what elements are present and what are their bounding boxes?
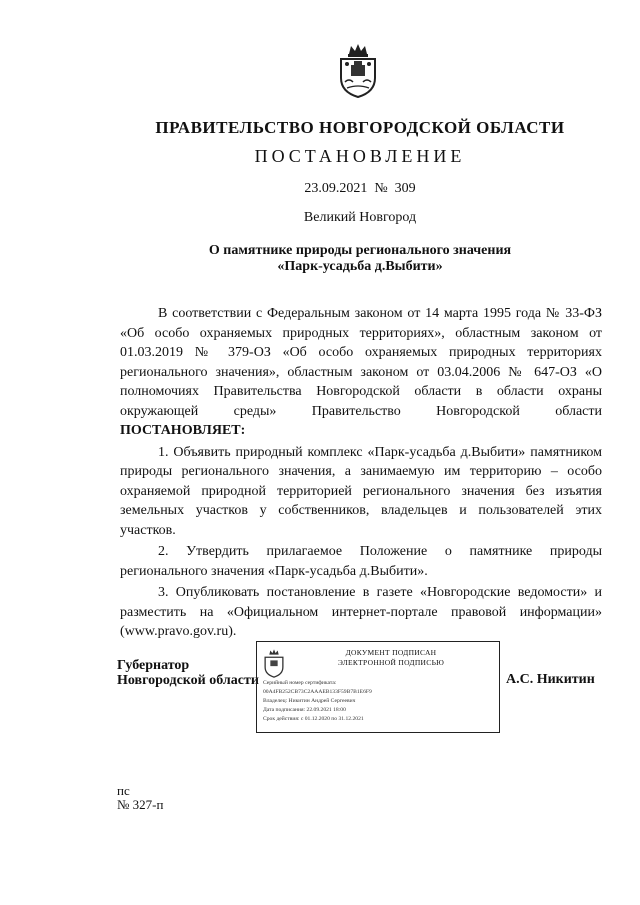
position-line-2: Новгородской области (117, 673, 259, 688)
cert-number: 00A4FB252CB73C2AAAEB133F59B7B1E6F9 (263, 689, 372, 695)
document-date: 23.09.2021 (304, 181, 368, 196)
cert-owner: Владелец: Никитин Андрей Сергеевич (263, 698, 356, 704)
item-1: 1. Объявить природный комплекс «Парк-усадьба д.Выбити» памятником природы регионального значения, а занимаемую им территорию – особо охраняемой природной территорией регионального значения без изъятия земельных участков у собственников, владельцев и пользователей этих участков. (120, 444, 602, 538)
item-2: 2. Утвердить прилагаемое Положение о памятнике природы регионального значения «Парк-усадьба д.Выбити». (120, 544, 602, 579)
item-3: 3. Опубликовать постановление в газете «Новгородские ведомости» и разместить на «Официальном интернет-портале правовой информации» (www.pravo.gov.ru). (120, 585, 602, 639)
signatory-name: А.С. Никитин (506, 672, 595, 687)
subject-line-1: О памятнике природы регионального значения (208, 243, 512, 258)
cert-validity: Срок действия: с 01.12.2020 по 31.12.2021 (263, 716, 364, 722)
organization-name: ПРАВИТЕЛЬСТВО НОВГОРОДСКОЙ ОБЛАСТИ (155, 118, 565, 137)
position-line-1: Губернатор (117, 658, 190, 673)
organization-title (0, 118, 640, 138)
preamble-text: В соответствии с Федеральным законом от 14 марта 1995 года № 33-ФЗ «Об особо охраняемых природных территориях», областным законом от 01.03.2019 № 379-ОЗ «Об особо охраняемых природных территориях регионального значения», областным законом от 03.04.2006 № 647-ОЗ «О полномочиях Правительства Новгородской области в области охраны окружающей среды» Правительство Новгородской области (120, 306, 602, 419)
date-and-number (0, 181, 640, 197)
number-sign: № (374, 181, 388, 196)
document-body (120, 304, 602, 642)
stamp-title-line-1: ДОКУМЕНТ ПОДПИСАН (345, 648, 437, 657)
stamp-coat-of-arms-icon (262, 648, 286, 678)
footer-initials: пс (117, 783, 130, 798)
footer-reg-number: № 327-п (117, 797, 164, 812)
city-name: Великий Новгород (303, 210, 417, 225)
electronic-signature-stamp (256, 641, 500, 733)
document-number: 309 (394, 181, 416, 196)
footer-info (117, 784, 163, 812)
document-type: ПОСТАНОВЛЕНИЕ (254, 146, 466, 166)
document-subject (0, 243, 640, 275)
signed-date: Дата подписания: 22.09.2021 18:00 (263, 707, 346, 713)
decree-word: ПОСТАНОВЛЯЕТ: (120, 423, 246, 438)
coat-of-arms-icon (335, 42, 381, 98)
signatory-position (117, 658, 259, 688)
stamp-details (263, 679, 495, 724)
cert-label: Серийный номер сертификата: (263, 680, 337, 686)
subject-line-2: «Парк-усадьба д.Выбити» (277, 259, 443, 274)
stamp-title-line-2: ЭЛЕКТРОННОЙ ПОДПИСЬЮ (337, 658, 445, 667)
preamble-paragraph (120, 304, 602, 441)
stamp-title (291, 648, 491, 668)
